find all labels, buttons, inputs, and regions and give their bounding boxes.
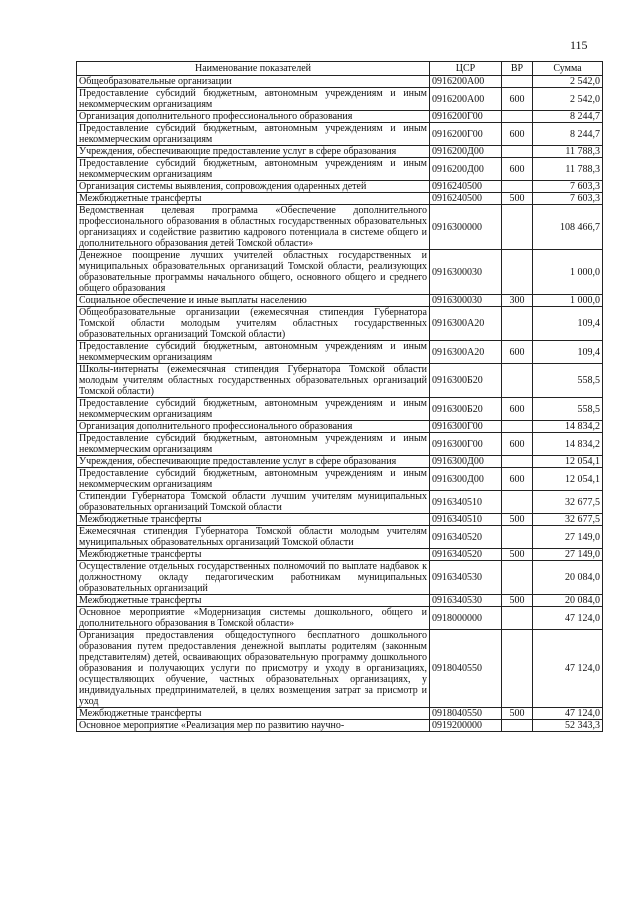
row-vr-cell: [502, 456, 533, 468]
row-name-cell: Предоставление субсидий бюджетным, автономным учреждениям и иным некоммерческим организациям: [77, 341, 430, 364]
row-csr-cell: 0916300030: [430, 295, 502, 307]
row-name-cell: Ежемесячная стипендия Губернатора Томской области молодым учителям муниципальных образовательных организаций Томской области: [77, 526, 430, 549]
row-name-cell: Предоставление субсидий бюджетным, автономным учреждениям и иным некоммерческим организациям: [77, 88, 430, 111]
row-csr-cell: 0916200Г00: [430, 123, 502, 146]
row-name-cell: Межбюджетные трансферты: [77, 708, 430, 720]
table-header-row: [77, 62, 603, 76]
row-vr-cell: 500: [502, 549, 533, 561]
row-vr-cell: 500: [502, 514, 533, 526]
table-row: [77, 595, 603, 607]
table-row: [77, 158, 603, 181]
row-name-cell: Основное мероприятие «Реализация мер по развитию научно-: [77, 720, 430, 732]
row-csr-cell: 0916300Г00: [430, 433, 502, 456]
row-sum-cell: 14 834,2: [533, 433, 603, 456]
table-row: [77, 205, 603, 250]
row-csr-cell: 0916340510: [430, 514, 502, 526]
header-vr: ВР: [502, 62, 533, 76]
row-sum-cell: 7 603,3: [533, 193, 603, 205]
table-row: [77, 549, 603, 561]
row-sum-cell: 558,5: [533, 364, 603, 398]
row-vr-cell: 600: [502, 123, 533, 146]
table-row: [77, 526, 603, 549]
table-row: [77, 398, 603, 421]
row-name-cell: Межбюджетные трансферты: [77, 595, 430, 607]
table-row: [77, 146, 603, 158]
row-vr-cell: [502, 205, 533, 250]
row-csr-cell: 0916300Г00: [430, 421, 502, 433]
row-vr-cell: 500: [502, 708, 533, 720]
row-vr-cell: [502, 250, 533, 295]
table-row: [77, 456, 603, 468]
row-name-cell: Организация предоставления общедоступного бесплатного дошкольного образования путем предоставления денежной выплаты родителям (законным представителям) детей, осваивающих образовательную программу дошкольного образования и получающих услуги по присмотру и уходу в организациях, осуществляющих обучение, частных образовательных организациях, у индивидуальных предпринимателей, в целях возмещения затрат за присмотр и уход: [77, 630, 430, 708]
row-name-cell: Учреждения, обеспечивающие предоставление услуг в сфере образования: [77, 146, 430, 158]
row-name-cell: Организация системы выявления, сопровождения одаренных детей: [77, 181, 430, 193]
row-vr-cell: [502, 181, 533, 193]
row-sum-cell: 47 124,0: [533, 630, 603, 708]
row-csr-cell: 0916200А00: [430, 76, 502, 88]
row-sum-cell: 27 149,0: [533, 526, 603, 549]
table-row: [77, 491, 603, 514]
table-row: [77, 341, 603, 364]
row-sum-cell: 32 677,5: [533, 514, 603, 526]
row-vr-cell: 600: [502, 468, 533, 491]
row-sum-cell: 1 000,0: [533, 295, 603, 307]
row-sum-cell: 11 788,3: [533, 158, 603, 181]
row-vr-cell: [502, 111, 533, 123]
row-csr-cell: 0916340520: [430, 549, 502, 561]
row-csr-cell: 0918040550: [430, 708, 502, 720]
row-name-cell: Осуществление отдельных государственных полномочий по выплате надбавок к должностному окладу педагогическим работникам муниципальных образовательных организаций: [77, 561, 430, 595]
row-vr-cell: [502, 720, 533, 732]
row-name-cell: Межбюджетные трансферты: [77, 549, 430, 561]
row-sum-cell: 8 244,7: [533, 111, 603, 123]
row-vr-cell: 600: [502, 158, 533, 181]
table-row: [77, 181, 603, 193]
row-vr-cell: 500: [502, 193, 533, 205]
row-sum-cell: 52 343,3: [533, 720, 603, 732]
row-vr-cell: [502, 526, 533, 549]
row-vr-cell: 600: [502, 433, 533, 456]
header-csr: ЦСР: [430, 62, 502, 76]
table-row: [77, 76, 603, 88]
row-vr-cell: [502, 491, 533, 514]
table-row: [77, 468, 603, 491]
row-csr-cell: 0916200А00: [430, 88, 502, 111]
row-name-cell: Учреждения, обеспечивающие предоставление услуг в сфере образования: [77, 456, 430, 468]
page-number: 115: [570, 38, 588, 52]
row-sum-cell: 32 677,5: [533, 491, 603, 514]
row-sum-cell: 47 124,0: [533, 607, 603, 630]
row-sum-cell: 27 149,0: [533, 549, 603, 561]
row-csr-cell: 0916300А20: [430, 341, 502, 364]
row-vr-cell: 500: [502, 595, 533, 607]
table-row: [77, 295, 603, 307]
table-row: [77, 561, 603, 595]
row-vr-cell: [502, 561, 533, 595]
table-row: [77, 250, 603, 295]
row-csr-cell: 0916200Г00: [430, 111, 502, 123]
table-body: [77, 76, 603, 732]
row-csr-cell: 0918040550: [430, 630, 502, 708]
row-sum-cell: 47 124,0: [533, 708, 603, 720]
row-sum-cell: 8 244,7: [533, 123, 603, 146]
row-csr-cell: 0918000000: [430, 607, 502, 630]
row-name-cell: Основное мероприятие «Модернизация системы дошкольного, общего и дополнительного образования в Томской области»: [77, 607, 430, 630]
row-sum-cell: 20 084,0: [533, 561, 603, 595]
row-name-cell: Межбюджетные трансферты: [77, 514, 430, 526]
table-row: [77, 364, 603, 398]
row-csr-cell: 0916200Д00: [430, 158, 502, 181]
row-vr-cell: [502, 607, 533, 630]
row-name-cell: Межбюджетные трансферты: [77, 193, 430, 205]
row-csr-cell: 0916300000: [430, 205, 502, 250]
row-name-cell: Предоставление субсидий бюджетным, автономным учреждениям и иным некоммерческим организациям: [77, 123, 430, 146]
row-csr-cell: 0916300Д00: [430, 468, 502, 491]
row-sum-cell: 109,4: [533, 307, 603, 341]
row-csr-cell: 0916340530: [430, 595, 502, 607]
row-name-cell: Общеобразовательные организации (ежемесячная стипендия Губернатора Томской области молодым учителям областных государственных образовательных организаций Томской области): [77, 307, 430, 341]
table-row: [77, 307, 603, 341]
table-row: [77, 720, 603, 732]
table-row: [77, 630, 603, 708]
row-csr-cell: 0916300Б20: [430, 398, 502, 421]
row-vr-cell: [502, 146, 533, 158]
table-row: [77, 123, 603, 146]
table-row: [77, 433, 603, 456]
table-row: [77, 708, 603, 720]
row-name-cell: Школы-интернаты (ежемесячная стипендия Губернатора Томской области молодым учителям областных государственных образовательных организаций Томской области): [77, 364, 430, 398]
row-name-cell: Предоставление субсидий бюджетным, автономным учреждениям и иным некоммерческим организациям: [77, 468, 430, 491]
row-sum-cell: 11 788,3: [533, 146, 603, 158]
row-vr-cell: [502, 630, 533, 708]
table-row: [77, 514, 603, 526]
row-vr-cell: [502, 307, 533, 341]
table-row: [77, 88, 603, 111]
row-name-cell: Предоставление субсидий бюджетным, автономным учреждениям и иным некоммерческим организациям: [77, 158, 430, 181]
row-name-cell: Предоставление субсидий бюджетным, автономным учреждениям и иным некоммерческим организациям: [77, 398, 430, 421]
row-sum-cell: 14 834,2: [533, 421, 603, 433]
row-csr-cell: 0916340530: [430, 561, 502, 595]
row-name-cell: Общеобразовательные организации: [77, 76, 430, 88]
row-vr-cell: 600: [502, 88, 533, 111]
row-csr-cell: 0916340510: [430, 491, 502, 514]
row-csr-cell: 0916200Д00: [430, 146, 502, 158]
row-name-cell: Организация дополнительного профессионального образования: [77, 111, 430, 123]
row-csr-cell: 0916300030: [430, 250, 502, 295]
row-sum-cell: 12 054,1: [533, 456, 603, 468]
row-sum-cell: 2 542,0: [533, 76, 603, 88]
table-row: [77, 111, 603, 123]
table-row: [77, 193, 603, 205]
row-vr-cell: [502, 364, 533, 398]
row-sum-cell: 20 084,0: [533, 595, 603, 607]
row-csr-cell: 0916240500: [430, 193, 502, 205]
row-vr-cell: 600: [502, 398, 533, 421]
row-name-cell: Ведомственная целевая программа «Обеспечение дополнительного профессионального образования в областных государственных образовательных организациях и содействие развитию кадрового потенциала в системе общего и дополнительного образования детей Томской области»: [77, 205, 430, 250]
header-sum: Сумма: [533, 62, 603, 76]
row-vr-cell: 300: [502, 295, 533, 307]
row-sum-cell: 109,4: [533, 341, 603, 364]
row-vr-cell: [502, 76, 533, 88]
row-sum-cell: 7 603,3: [533, 181, 603, 193]
row-name-cell: Организация дополнительного профессионального образования: [77, 421, 430, 433]
row-csr-cell: 0916340520: [430, 526, 502, 549]
budget-table: [76, 61, 603, 732]
table-row: [77, 607, 603, 630]
row-csr-cell: 0919200000: [430, 720, 502, 732]
row-csr-cell: 0916300Д00: [430, 456, 502, 468]
row-csr-cell: 0916240500: [430, 181, 502, 193]
table-row: [77, 421, 603, 433]
row-vr-cell: 600: [502, 341, 533, 364]
row-csr-cell: 0916300А20: [430, 307, 502, 341]
row-sum-cell: 1 000,0: [533, 250, 603, 295]
row-csr-cell: 0916300Б20: [430, 364, 502, 398]
row-name-cell: Денежное поощрение лучших учителей областных государственных и муниципальных образовательных организаций Томской области, реализующих образовательные программы начального общего, основного общего и среднего общего образования: [77, 250, 430, 295]
row-name-cell: Социальное обеспечение и иные выплаты населению: [77, 295, 430, 307]
row-vr-cell: [502, 421, 533, 433]
row-sum-cell: 2 542,0: [533, 88, 603, 111]
row-name-cell: Предоставление субсидий бюджетным, автономным учреждениям и иным некоммерческим организациям: [77, 433, 430, 456]
row-sum-cell: 108 466,7: [533, 205, 603, 250]
row-name-cell: Стипендии Губернатора Томской области лучшим учителям муниципальных образовательных организаций Томской области: [77, 491, 430, 514]
row-sum-cell: 12 054,1: [533, 468, 603, 491]
row-sum-cell: 558,5: [533, 398, 603, 421]
header-name: Наименование показателей: [77, 62, 430, 76]
